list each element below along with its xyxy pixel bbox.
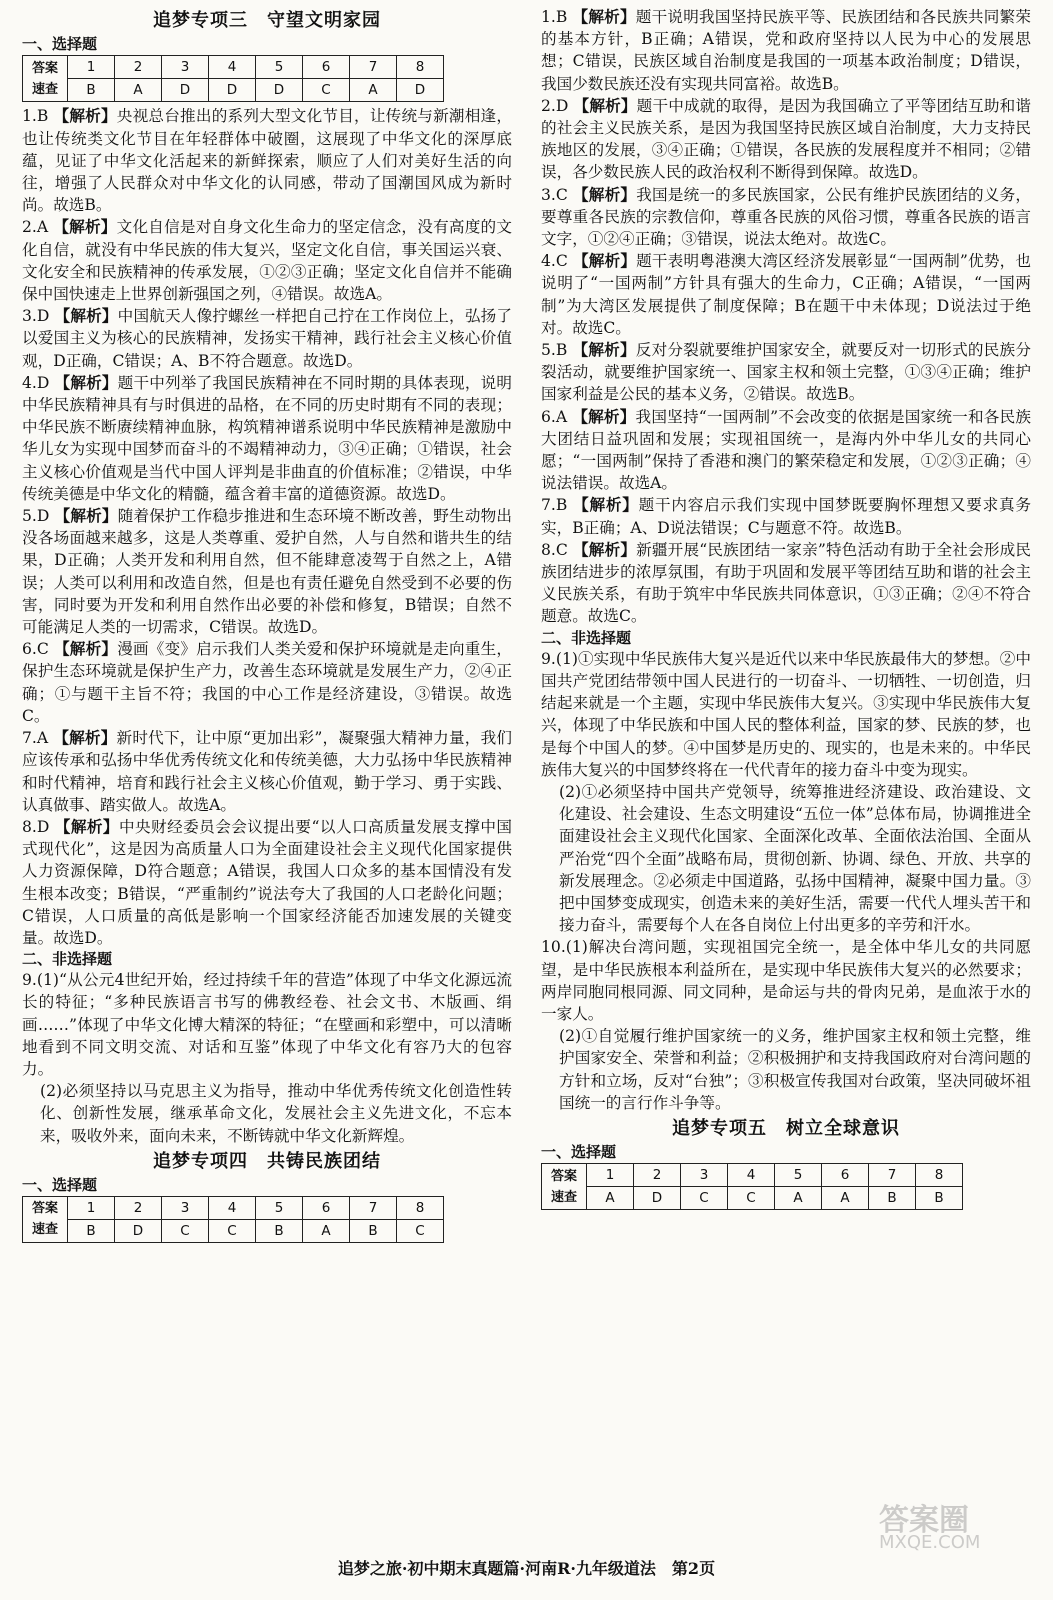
section-title-5: 追梦专项五 树立全球意识: [672, 1117, 900, 1139]
q-num: 3: [681, 1163, 728, 1186]
explanation-item: 7.A 【解析】新时代下，让中原“更加出彩”，凝聚强大精神力量，我们应该传承和弘扬中华优秀传统文化和传统美德，大力弘扬中华民族精神和时代精神，培育和践行社会主义核心价值观，勤于学习、勇于实践、认真做事、踏实做人。故选A。: [22, 728, 512, 814]
explanation-item: 5.B 【解析】反对分裂就要维护国家安全，就要反对一切形式的民族分裂活动，就要维护国家统一、国家主权和领土完整，①③④正确；维护国家利益是公民的基本义务，②错误。故选B。: [541, 340, 1031, 404]
q-num: 5: [256, 1196, 303, 1219]
q-num: 3: [162, 1196, 209, 1219]
question-9-part-2: (2)必须坚持以马克思主义为指导，推动中华优秀传统文化创造性转化、创新性发展，继承革命文化，发展社会主义先进文化，不忘本来，吸收外来，面向未来，不断铸就中华文化新辉煌。: [40, 1082, 512, 1145]
q-answer: D: [634, 1187, 681, 1210]
q-answer: D: [397, 79, 444, 102]
q-num: 3: [162, 56, 209, 79]
q-answer: C: [209, 1219, 256, 1242]
explanation-item: 7.B 【解析】题干内容启示我们实现中国梦既要胸怀理想又要求真务实，B正确；A、D说法错误；C与题意不符。故选B。: [541, 495, 1031, 537]
q-num: 4: [209, 56, 256, 79]
q-answer: C: [303, 79, 350, 102]
answer-table-3: [541, 1163, 963, 1210]
q-num: 4: [728, 1163, 775, 1186]
q-num: 1: [68, 56, 115, 79]
q-answer: D: [209, 79, 256, 102]
q-answer: A: [115, 79, 162, 102]
watermark-logo: 答案圈 MXQE.COM: [879, 1503, 981, 1554]
q-answer: A: [775, 1187, 822, 1210]
q-num: 1: [68, 1196, 115, 1219]
q-answer: C: [162, 1219, 209, 1242]
explanation-item: 3.C 【解析】我国是统一的多民族国家，公民有维护民族团结的义务，要尊重各民族的宗教信仰，尊重各民族的风俗习惯，尊重各民族的语言文字，①②④正确；③错误，说法太绝对。故选C。: [541, 184, 1031, 249]
q-answer: A: [350, 79, 397, 102]
explanation-item: 6.C 【解析】漫画《变》启示我们人类关爱和保护环境就是走向重生，保护生态环境就是保护生产力，改善生态环境就是发展生产力，②④正确；①与题干主旨不符；我国的中心工作是经济建设，③错误。故选C。: [22, 639, 512, 725]
subhead-choice-3: 一、选择题: [541, 1142, 617, 1161]
q-num: 7: [350, 56, 397, 79]
q-num: 8: [397, 56, 444, 79]
q-num: 7: [350, 1196, 397, 1219]
subhead-choice-1: 一、选择题: [22, 35, 98, 53]
q-num: 6: [303, 1196, 350, 1219]
subhead-nonchoice-1: 二、非选择题: [22, 950, 113, 969]
question-10-part-1: 10.(1)解决台湾问题，实现祖国完全统一，是全体中华儿女的共同愿望，是中华民族根本利益所在，是实现中华民族伟大复兴的必然要求；两岸同胞同根同源、同文同种，是命运与共的骨肉兄弟，是血浓于水的一家人。: [541, 938, 1031, 1023]
q-num: 2: [115, 1196, 162, 1219]
q-num: 6: [822, 1163, 869, 1186]
q-num: 8: [397, 1196, 444, 1219]
q-num: 5: [775, 1163, 822, 1186]
explanation-item: 1.B 【解析】央视总台推出的系列大型文化节目，让传统与新潮相逢，也让传统类文化节目在年轻群体中破圈，这展现了中华文化的深厚底蕴，见证了中华文化活起来的新鲜探索，顺应了人们对美好生活的向往，增强了人民群众对中华文化的认同感，带动了国潮国风成为新时尚。故选B。: [22, 106, 512, 215]
q-answer: C: [681, 1187, 728, 1210]
q-answer: C: [397, 1219, 444, 1242]
q-num: 4: [209, 1196, 256, 1219]
q-num: 7: [869, 1163, 916, 1186]
explanation-item: 2.A 【解析】文化自信是对自身文化生命力的坚定信念，没有高度的文化自信，就没有中华民族的伟大复兴，坚定文化自信，事关国运兴衰、文化安全和民族精神的传承发展，①②③正确；坚定文化自信并不能确保中国快速走上世界创新强国之列，④错误。故选A。: [22, 217, 512, 304]
q-num: 1: [587, 1163, 634, 1186]
left-column: [22, 6, 512, 1246]
answer-table-label: 答案 速查: [23, 56, 68, 102]
subhead-nonchoice-2: 二、非选择题: [541, 628, 632, 647]
question-10-part-2: (2)①自觉履行维护国家统一的义务，维护国家主权和领土完整，维护国家安全、荣誉和利益；②积极拥护和支持我国政府对台湾问题的方针和立场，反对“台独”；③积极宣传我国对台政策，坚决同破坏祖国统一的言行作斗争等。: [559, 1027, 1031, 1112]
explanation-item: 1.B 【解析】题干说明我国坚持民族平等、民族团结和各民族共同繁荣的基本方针，B正确；A错误，党和政府坚持以人民为中心的发展思想；C错误，民族区域自治制度是我国的一项基本政治制度；D错误，我国少数民族还没有实现共同富裕。故选B。: [541, 7, 1031, 93]
question-9-part-1: 9.(1)“从公元4世纪开始，经过持续千年的营造”体现了中华文化源远流长的特征；“多种民族语言书写的佛教经卷、社会文书、木版画、绢画……”体现了中华文化博大精深的特征；“在壁画和彩塑中，可以清晰地看到不同文明交流、对话和互鉴”体现了中华文化有容乃大的包容力。: [22, 971, 512, 1078]
explanation-item: 2.D 【解析】题干中成就的取得，是因为我国确立了平等团结互助和谐的社会主义民族关系，是因为我国坚持民族区域自治制度，大力支持民族地区的发展，③④正确；①错误，各民族的发展程度并不相同；②错误，各少数民族人民的政治权利不断得到保障。故选D。: [541, 95, 1031, 182]
q-answer: A: [587, 1187, 634, 1210]
explanation-item: 8.C 【解析】新疆开展“民族团结一家亲”特色活动有助于全社会形成民族团结进步的浓厚氛围，有助于巩固和发展平等团结互助和谐的社会主义民族关系，有助于筑牢中华民族共同体意识，①③正确；②④不符合题意。故选C。: [541, 539, 1031, 626]
right-column: [541, 6, 1031, 1246]
q-answer: B: [916, 1187, 963, 1210]
q-num: 8: [916, 1163, 963, 1186]
q-answer: B: [68, 79, 115, 102]
question-9-part-1: 9.(1)①实现中华民族伟大复兴是近代以来中华民族最伟大的梦想。②中国共产党团结带领中国人民进行的一切奋斗、一切牺牲、一切创造，归结起来就是一个主题，实现中华民族伟大复兴。③实现中华民族伟大复兴，体现了中华民族和中国人民的整体利益，国家的梦、民族的梦，也是每个中国人的梦。④中国梦是历史的、现实的，也是未来的。中华民族伟大复兴的中国梦终将在一代代青年的接力奋斗中变为现实。: [541, 649, 1031, 779]
explanation-item: 6.A 【解析】我国坚持“一国两制”不会改变的依据是国家统一和各民族大团结日益巩固和发展；实现祖国统一，是海内外中华儿女的共同心愿；“一国两制”保持了香港和澳门的繁荣稳定和发展，①②③正确；④说法错误。故选A。: [541, 406, 1031, 493]
explanation-item: 5.D 【解析】随着保护工作稳步推进和生态环境不断改善，野生动物出没各场面越来越多，这是人类尊重、爱护自然，人与自然和谐共生的结果，D正确；人类开发和利用自然，但不能肆意凌驾于自然之上，A错误；人类可以利用和改造自然，但是也有责任避免自然受到不必要的伤害，同时要为开发和利用自然作出必要的补偿和修复，B错误；自然不可能满足人类的一切需求，C错误。故选D。: [22, 506, 512, 637]
answer-table-label: 答案 速查: [542, 1163, 587, 1209]
page-footer: 追梦之旅·初中期末真题篇·河南R·九年级道法 第2页: [337, 1559, 716, 1578]
explanation-item: 8.D 【解析】中央财经委员会会议提出要“以人口高质量发展支撑中国式现代化”，这是因为高质量人口为全面建设社会主义现代化国家提供人力资源保障，D符合题意；A错误，我国人口众多的基本国情没有发生根本改变；B错误，“严重制约”说法夸大了我国的人口老龄化问题；C错误，人口质量的高低是影响一个国家经济能否加速发展的关键变量。故选D。: [22, 816, 512, 947]
q-answer: A: [822, 1187, 869, 1210]
section-title-3: 追梦专项三 守望文明家园: [153, 10, 381, 31]
section-title-4: 追梦专项四 共铸民族团结: [153, 1150, 381, 1172]
q-answer: B: [68, 1219, 115, 1242]
answer-table-label: 答案 速查: [23, 1196, 68, 1242]
explanation-item: 4.C 【解析】题干表明粤港澳大湾区经济发展彰显“一国两制”优势，也说明了“一国两制”方针具有强大的生命力，C正确；A错误，“一国两制”为大湾区发展提供了制度保障；B在题干中未体现；D说法过于绝对。故选C。: [541, 251, 1031, 337]
q-answer: B: [256, 1219, 303, 1242]
answer-table-1: [22, 55, 444, 102]
answer-table-2: [22, 1196, 444, 1243]
q-answer: A: [303, 1219, 350, 1242]
explanation-item: 3.D 【解析】中国航天人像拧螺丝一样把自己拧在工作岗位上，弘扬了以爱国主义为核心的民族精神，发扬实干精神，践行社会主义核心价值观，D正确，C错误；A、B不符合题意。故选D。: [22, 306, 512, 370]
q-answer: D: [256, 79, 303, 102]
q-num: 5: [256, 56, 303, 79]
q-num: 6: [303, 56, 350, 79]
q-answer: B: [869, 1187, 916, 1210]
explanation-item: 4.D 【解析】题干中列举了我国民族精神在不同时期的具体表现，说明中华民族精神具有与时俱进的品格，在不同的历史时期有不同的表现；中华民族不断赓续精神血脉，构筑精神谱系说明中华民族精神是激励中华儿女为实现中国梦而奋斗的不竭精神动力，③④正确；①错误，社会主义核心价值观是当代中国人评判是非曲直的价值标准；②错误，中华传统美德是中华文化的精髓，蕴含着丰富的道德资源。故选D。: [22, 372, 512, 503]
q-num: 2: [634, 1163, 681, 1186]
q-answer: D: [115, 1219, 162, 1242]
q-num: 2: [115, 56, 162, 79]
q-answer: B: [350, 1219, 397, 1242]
q-answer: D: [162, 79, 209, 102]
q-answer: C: [728, 1187, 775, 1210]
subhead-choice-2: 一、选择题: [22, 1175, 98, 1194]
two-column-layout: [22, 6, 1031, 1246]
question-9-part-2: (2)①必须坚持中国共产党领导，统筹推进经济建设、政治建设、文化建设、社会建设、生态文明建设“五位一体”总体布局，协调推进全面建设社会主义现代化国家、全面深化改革、全面依法治国、全面从严治党“四个全面”战略布局，贯彻创新、协调、绿色、开放、共享的新发展理念。②必须走中国道路，弘扬中国精神，凝聚中国力量。③把中国梦变成现实，创造未来的美好生活，需要一代代人埋头苦干和接力奋斗，需要每个人在各自岗位上付出更多的辛劳和汗水。: [559, 782, 1031, 935]
